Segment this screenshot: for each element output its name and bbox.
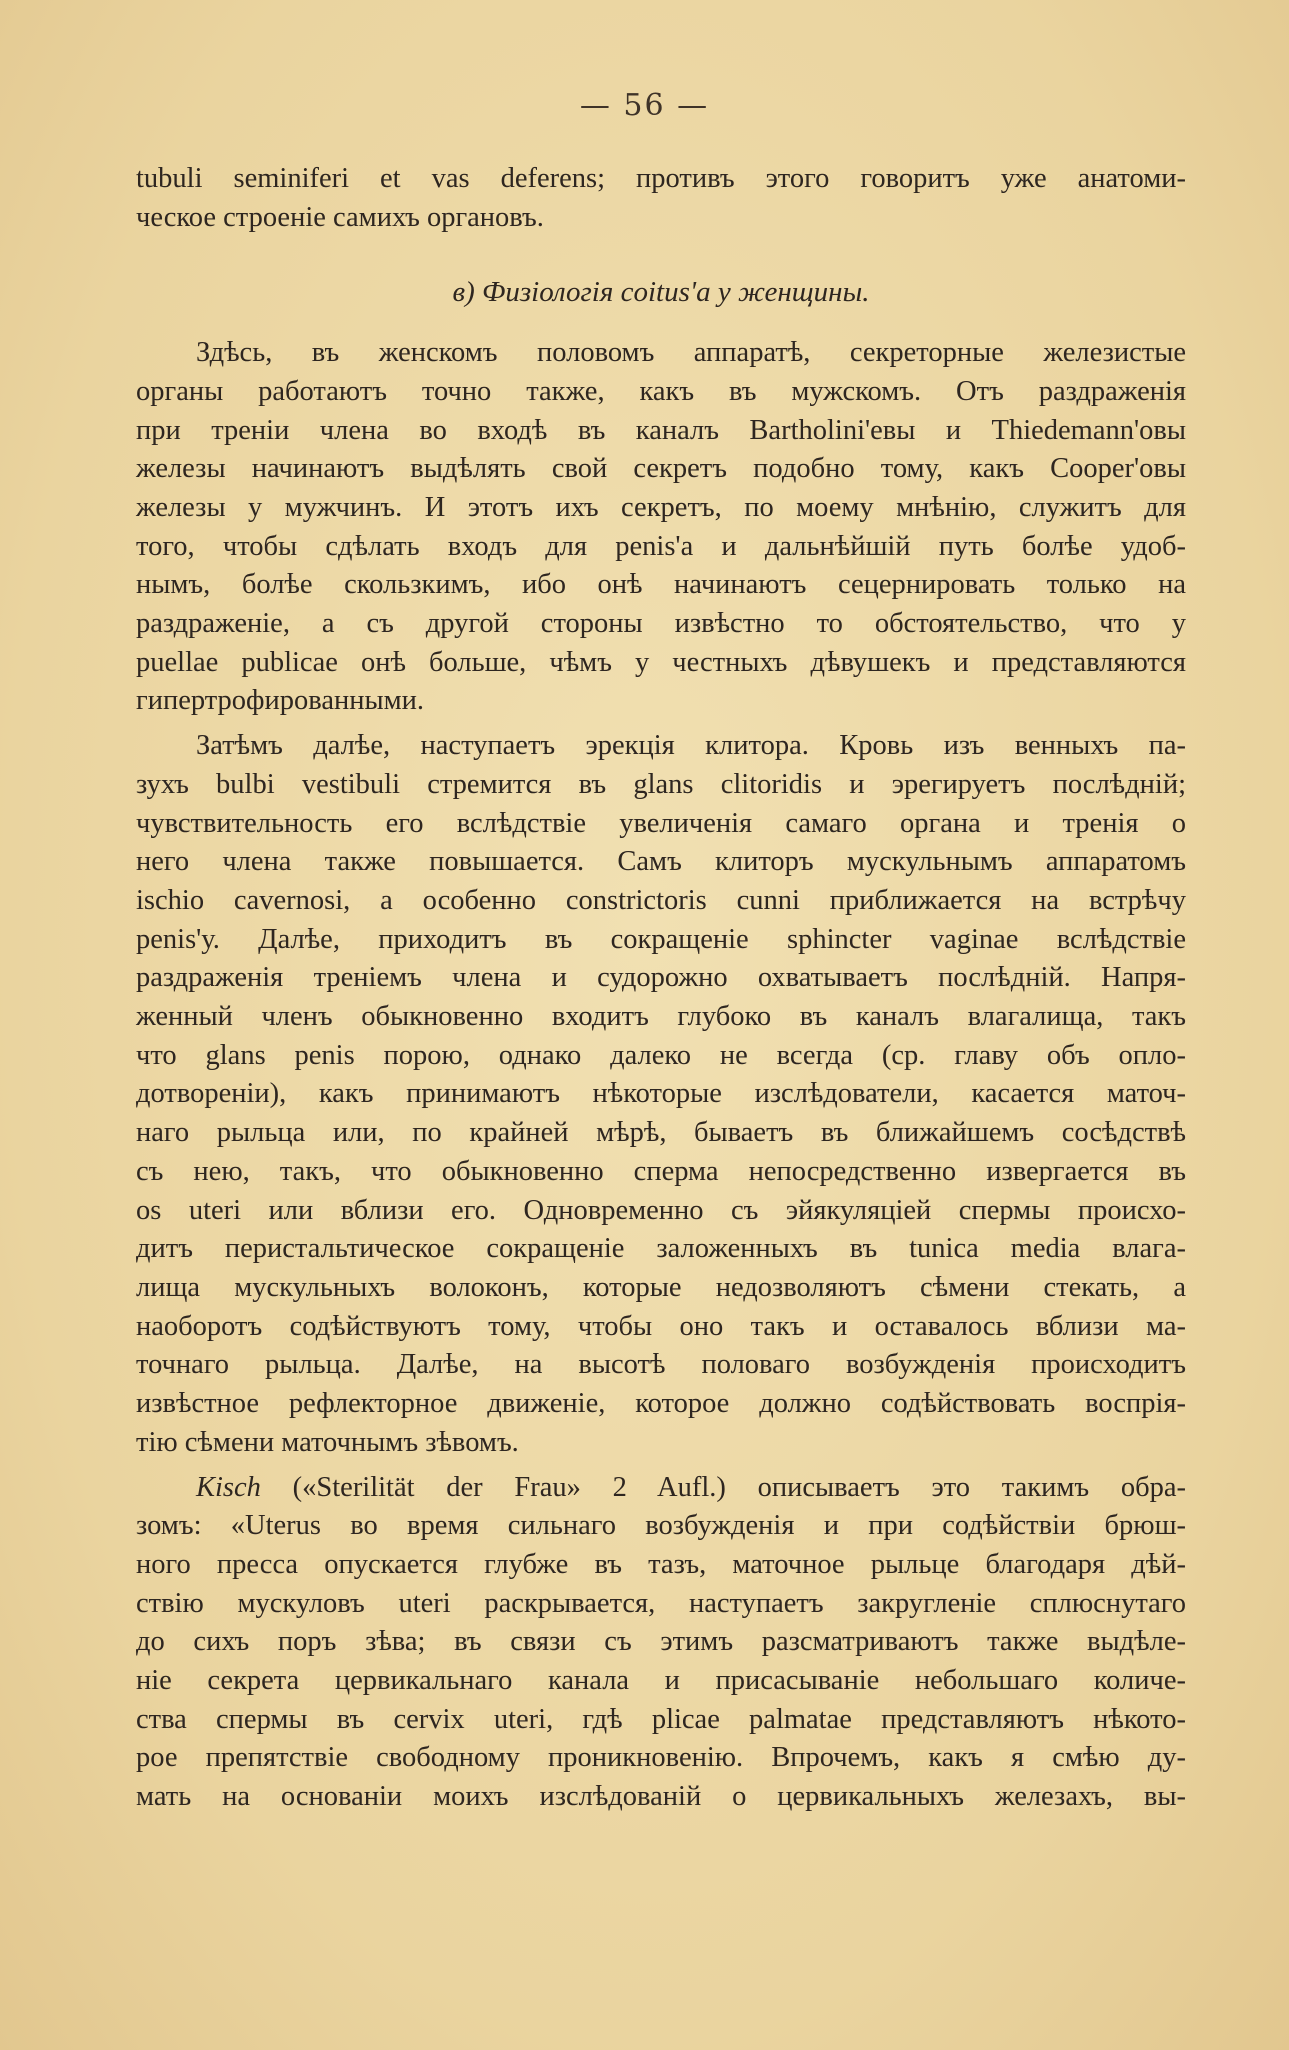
text-line: чувствительность его вслѣдствіе увеличенія самаго органа и тренія о (136, 807, 1186, 839)
text-line: os uteri или вблизи его. Одновременно съ эйякуляціей спермы происхо- (136, 1194, 1186, 1226)
text-line: извѣстное рефлекторное движеніе, которое должно содѣйствовать воспрія- (136, 1388, 1186, 1420)
text-line: раздраженіе, а съ другой стороны извѣстно то обстоятельство, что у (136, 608, 1186, 640)
text-line: женный членъ обыкновенно входитъ глубоко въ каналъ влагалища, такъ (136, 1001, 1186, 1033)
text-line: ства спермы въ cervix uteri, гдѣ plicae palmatae представляютъ нѣкото- (136, 1703, 1186, 1735)
text-line (136, 1469, 1186, 1508)
text-line: при треніи члена во входѣ въ каналъ Bartholini'евы и Thiedemann'овы (136, 414, 1186, 446)
text-line: ческое строеніе самихъ органовъ. (136, 201, 544, 233)
text-line: puellae publicae онѣ больше, чѣмъ у честныхъ дѣвушекъ и представляются (136, 646, 1186, 678)
author-name: Kisch (196, 1471, 261, 1503)
body-text (136, 160, 1186, 1817)
text-line: дотвореніи), какъ принимаютъ нѣкоторые изслѣдователи, касается маточ- (136, 1078, 1186, 1110)
text-line: Здѣсь, въ женскомъ половомъ аппаратѣ, секреторные железистые (196, 337, 1186, 369)
text-line: него члена также повышается. Самъ клиторъ мускульнымъ аппаратомъ (136, 846, 1186, 878)
text-line: того, чтобы сдѣлать входъ для penis'а и дальнѣйшій путь болѣе удоб- (136, 530, 1186, 562)
text-line: наго рыльца или, по крайней мѣрѣ, бываетъ въ ближайшемъ сосѣдствѣ (136, 1117, 1186, 1149)
paragraph-2 (136, 727, 1186, 1462)
text-line: железы у мужчинъ. И этотъ ихъ секретъ, по моему мнѣнію, служитъ для (136, 491, 1186, 523)
text-line: железы начинаютъ выдѣлять свой секретъ подобно тому, какъ Cooper'овы (136, 453, 1186, 485)
text-line: penis'у. Далѣе, приходитъ въ сокращеніе sphincter vaginae вслѣдствіе (136, 923, 1186, 955)
text-line: гипертрофированными. (136, 685, 425, 717)
paragraph-3 (136, 1469, 1186, 1817)
text-line: ischio cavernosi, а особенно constrictoris cunni приближается на встрѣчу (136, 884, 1186, 916)
section-heading: в) Физіологія coitus'а у женщины. (452, 276, 870, 309)
text-line: ного пресса опускается глубже въ тазъ, маточное рыльце благодаря дѣй- (136, 1548, 1186, 1580)
continuation-paragraph (136, 160, 1186, 237)
text-line: дитъ перистальтическое сокращеніе заложенныхъ въ tunica media влага- (136, 1233, 1186, 1265)
text-line: зухъ bulbi vestibuli стремится въ glans clitoridis и эрегируетъ послѣдній; (136, 768, 1186, 800)
text-line: лища мускульныхъ волоконъ, которые недозволяютъ сѣмени стекать, а (136, 1271, 1186, 1303)
text-line: наоборотъ содѣйствуютъ тому, чтобы оно такъ и оставалось вблизи ма- (136, 1310, 1186, 1342)
text-line: что glans penis порою, однако далеко не всегда (ср. главу объ опло- (136, 1039, 1186, 1071)
text-line: зомъ: «Uterus во время сильнаго возбужденія и при содѣйствіи брюш- (136, 1510, 1186, 1542)
text-line: до сихъ поръ зѣва; въ связи съ этимъ разсматриваютъ также выдѣле- (136, 1626, 1186, 1658)
text-line: ніе секрета цервикальнаго канала и присасываніе небольшаго количе- (136, 1665, 1186, 1697)
text-line: органы работаютъ точно также, какъ въ мужскомъ. Отъ раздраженія (136, 375, 1186, 407)
text-line: точнаго рыльца. Далѣе, на высотѣ половаго возбужденія происходитъ (136, 1349, 1186, 1381)
paragraph-1 (136, 334, 1186, 721)
text-line: рое препятствіе свободному проникновенію. Впрочемъ, какъ я смѣю ду- (136, 1742, 1186, 1774)
text-line: tubuli seminiferi et vas deferens; противъ этого говоритъ уже анатоми- (136, 163, 1186, 194)
text-line: съ нею, такъ, что обыкновенно сперма непосредственно извергается въ (136, 1155, 1186, 1187)
text-line: нымъ, болѣе скользкимъ, ибо онѣ начинаютъ сецернировать только на (136, 569, 1186, 601)
citation-text: («Sterilität der Frau» 2 Aufl.) описываетъ это такимъ обра- (260, 1471, 1186, 1503)
text-line: тію сѣмени маточнымъ зѣвомъ. (136, 1426, 519, 1458)
page-number: — 56 — (579, 88, 710, 123)
text-line: мать на основаніи моихъ изслѣдованій о цервикальныхъ железахъ, вы- (136, 1781, 1186, 1813)
text-line: Затѣмъ далѣе, наступаетъ эрекція клитора. Кровь изъ венныхъ па- (196, 730, 1186, 762)
text-line: ствію мускуловъ uteri раскрывается, наступаетъ закругленіе сплюснутаго (136, 1587, 1186, 1619)
text-line: раздраженія треніемъ члена и судорожно охватываетъ послѣдній. Напря- (136, 962, 1186, 994)
